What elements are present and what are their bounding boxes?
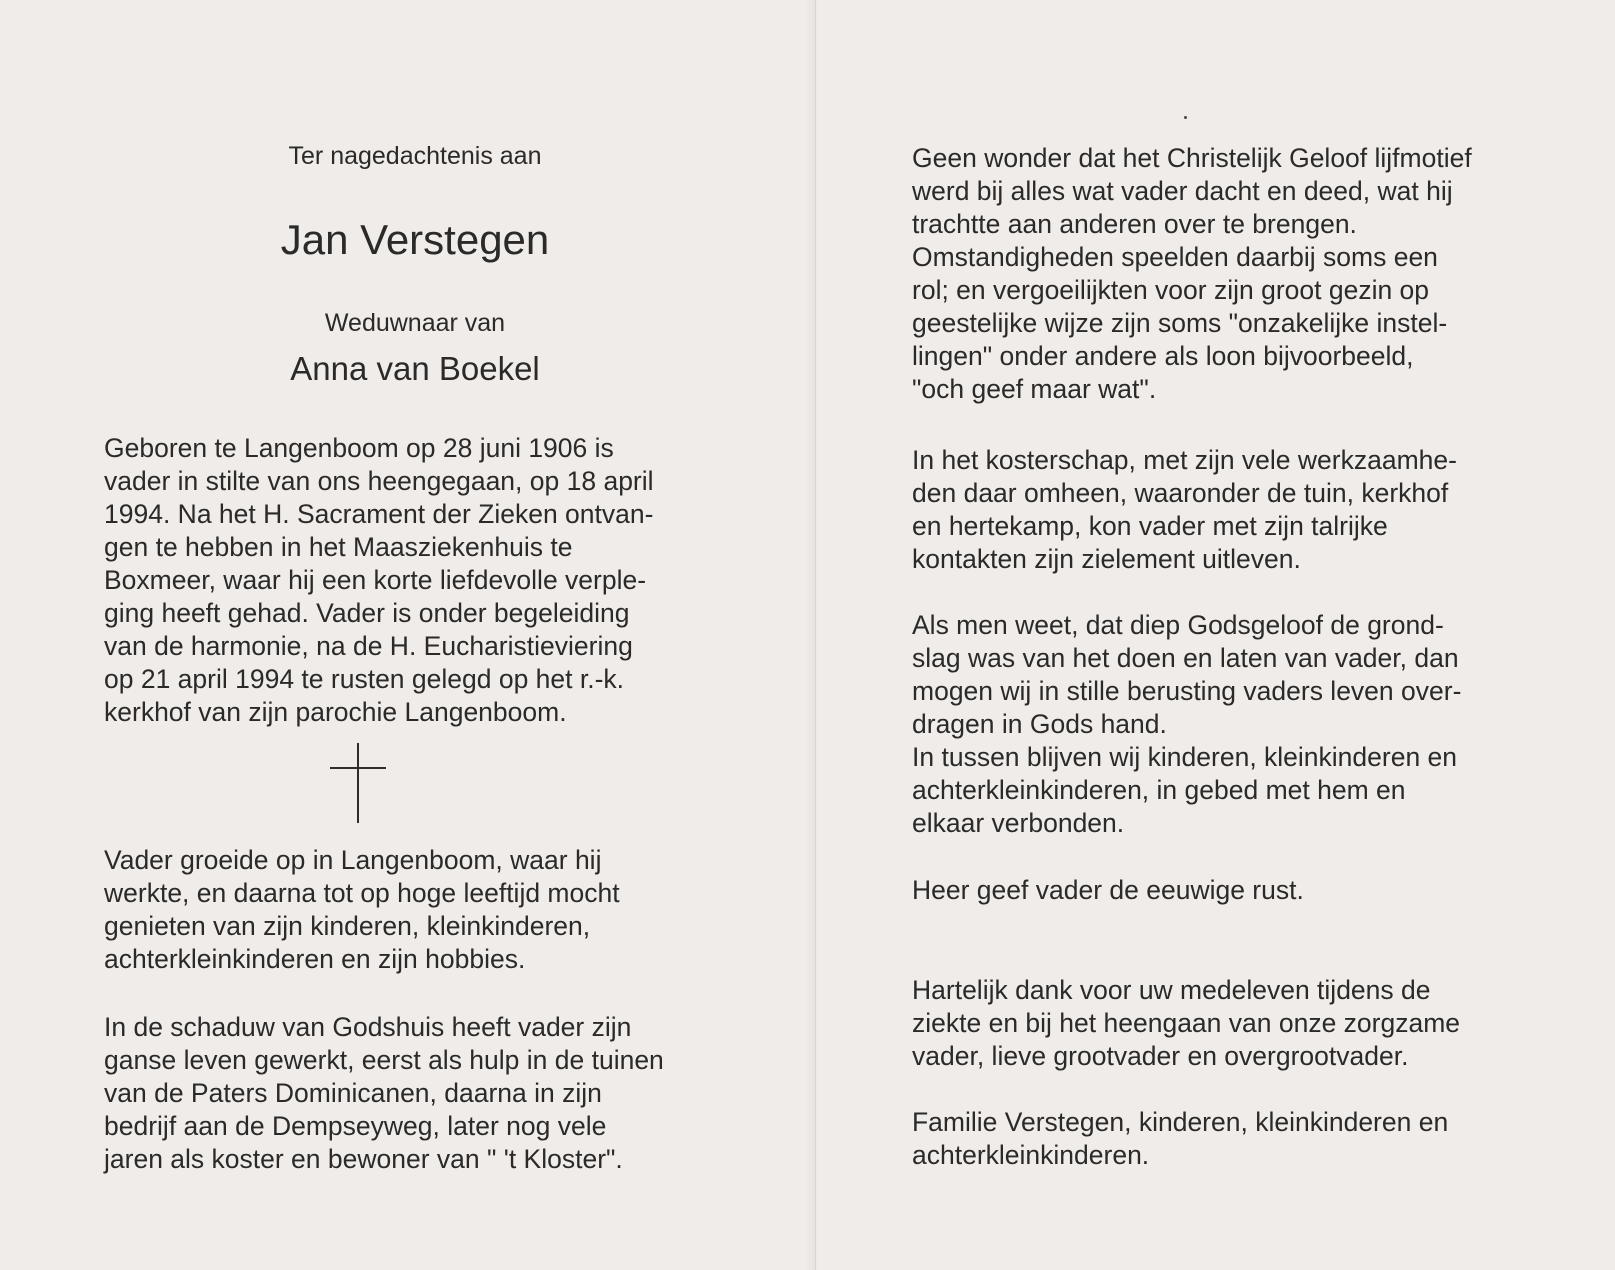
relation-label: Weduwnaar van [324,309,506,337]
life-paragraph: Vader groeide op in Langenboom, waar hij werkte, en daarna tot op hoge leeftijd mocht genieten van zijn kinderen, kleinkinderen, achterkleinkinderen en zijn hobbies. [104,845,620,974]
center-fold [815,0,817,1270]
thanks-paragraph: Hartelijk dank voor uw medeleven tijdens de ziekte en bij het heengaan van onze zorgzame vader, lieve grootvader en overgrootvader. [912,975,1461,1071]
work-paragraph: In de schaduw van Godshuis heeft vader zijn ganse leven gewerkt, eerst als hulp in de tuinen van de Paters Dominicanen, daarna in zijn bedrijf aan de Dempseyweg, later nog vele jaren als koster en bewoner van " 't Kloster". [104,1012,664,1174]
birth-death-paragraph: Geboren te Langenboom op 28 juni 1906 is vader in stilte van ons heengegaan, op 18 april 1994. Na het H. Sacrament der Zieken ontvan- gen te hebben in het Maasziekenhuis te Boxmeer, waar hij een korte liefdevolle verple- ging heeft gehad. Vader is onder begeleiding van de harmonie, na de H. Eucharistieviering op 21 april 1994 te rusten gelegd op het r.-k. kerkhof van zijn parochie Langenboom. [104,433,654,727]
faith-paragraph: Geen wonder dat het Christelijk Geloof lijfmotief werd bij alles wat vader dacht en deed, wat hij trachtte aan anderen over te brengen. Omstandigheden speelden daarbij soms een rol; en vergoeilijkten voor zijn groot gezin op geestelijke wijze zijn soms "onzakelijke instel- lingen" onder andere als loon bijvoorbeeld, "och geef maar wat". [912,143,1472,404]
prayer-line: Heer geef vader de eeuwige rust. [912,875,1304,905]
memorial-heading: Ter nagedachtenis aan [288,142,542,170]
remembrance-paragraph: Als men weet, dat diep Godsgeloof de grond- slag was van het doen en laten van vader, dan mogen wij in stille berusting vaders leven over- dragen in Gods hand. In tussen blijven wij kinderen, kleinkinderen en achterkleinkinderen, in gebed met hem en elkaar verbonden. [912,610,1462,838]
sexton-paragraph: In het kosterschap, met zijn vele werkzaamhe- den daar omheen, waaronder de tuin, kerkhof en hertekamp, kon vader met zijn talrijke kontakten zijn zielement uitleven. [912,445,1457,574]
family-signature: Familie Verstegen, kinderen, kleinkinderen en achterkleinkinderen. [912,1107,1449,1170]
cross-icon [330,743,386,823]
fold-shadow [805,0,815,1270]
deceased-name: Jan Verstegen [280,216,550,263]
paper-speck [1184,116,1187,119]
spouse-name: Anna van Boekel [290,350,540,387]
